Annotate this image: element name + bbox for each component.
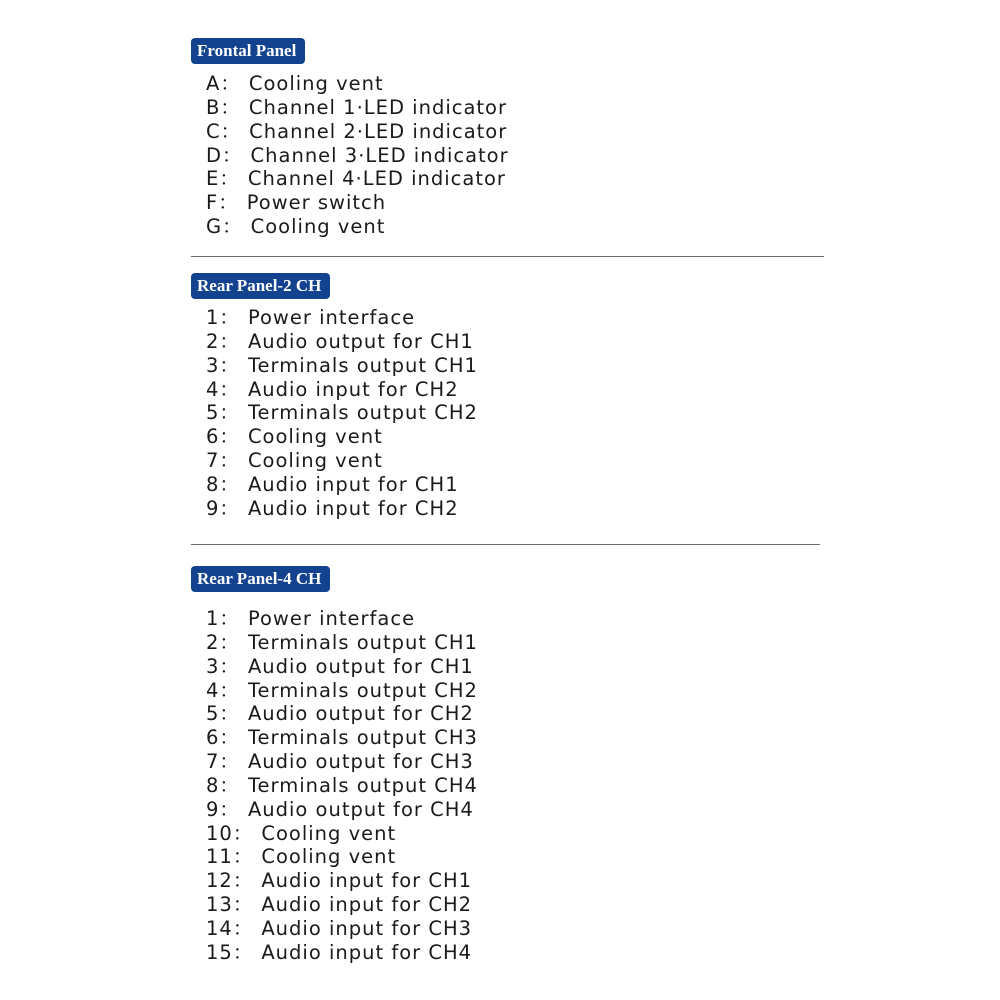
item-separator: ： <box>232 940 254 964</box>
item-separator: ： <box>219 654 240 678</box>
item-label: Power switch <box>246 191 387 215</box>
rear-panel-2ch-list <box>206 306 478 521</box>
item-label: Audio output for CH1 <box>247 654 474 678</box>
item-label: Audio output for CH2 <box>247 702 474 726</box>
item-separator: ： <box>219 750 240 774</box>
item-label: Terminals output CH1 <box>247 630 478 654</box>
item-key: 8 <box>206 472 220 496</box>
item-key: 8 <box>206 773 220 797</box>
item-key: 5 <box>206 702 220 726</box>
item-key: 12 <box>206 869 233 893</box>
item-separator: ： <box>219 449 240 473</box>
item-separator: ： <box>219 773 240 797</box>
item-label: Channel 3·LED indicator <box>250 143 509 167</box>
list-item <box>206 354 478 378</box>
list-item <box>206 893 478 917</box>
item-key: 3 <box>206 654 220 678</box>
list-item <box>206 215 509 239</box>
item-label: Audio input for CH2 <box>261 893 473 917</box>
item-label: Power interface <box>247 306 416 329</box>
item-label: Channel 4·LED indicator <box>247 167 506 191</box>
item-separator: ： <box>222 143 243 167</box>
item-separator: ： <box>219 306 240 329</box>
item-key: 9 <box>206 797 220 821</box>
item-label: Terminals output CH4 <box>247 773 478 797</box>
item-label: Audio input for CH2 <box>247 496 459 520</box>
item-separator: ： <box>219 425 240 449</box>
item-separator: ： <box>219 329 240 353</box>
item-key: D <box>206 143 223 167</box>
item-key: 10 <box>206 821 233 845</box>
item-key: 4 <box>206 678 220 702</box>
item-label: Cooling vent <box>261 821 397 845</box>
list-item <box>206 845 478 869</box>
item-key: C <box>206 119 221 143</box>
item-key: 9 <box>206 496 220 520</box>
item-key: 4 <box>206 377 220 401</box>
rear-panel-2ch-heading: Rear Panel-2 CH <box>191 273 330 299</box>
list-item <box>206 726 478 750</box>
list-item <box>206 425 478 449</box>
item-label: Terminals output CH2 <box>247 678 478 702</box>
item-label: Cooling vent <box>250 215 386 239</box>
rear-panel-4ch-heading: Rear Panel-4 CH <box>191 566 330 592</box>
item-label: Audio input for CH1 <box>261 869 473 893</box>
item-label: Audio output for CH4 <box>247 797 474 821</box>
item-label: Audio input for CH1 <box>247 472 459 496</box>
item-key: E <box>206 167 220 191</box>
list-item <box>206 191 509 215</box>
list-item <box>206 655 478 679</box>
item-label: Terminals output CH2 <box>247 401 478 425</box>
item-key: 6 <box>206 726 220 750</box>
list-item <box>206 869 478 893</box>
item-separator: ： <box>232 916 254 940</box>
list-item <box>206 679 478 703</box>
item-label: Channel 1·LED indicator <box>248 95 508 119</box>
item-separator: ： <box>219 167 240 191</box>
item-separator: ： <box>218 191 239 215</box>
item-separator: ： <box>232 893 254 917</box>
item-key: F <box>206 191 219 215</box>
item-key: 2 <box>206 630 220 654</box>
list-item <box>206 167 509 191</box>
list-item <box>206 702 478 726</box>
item-key: 6 <box>206 425 220 449</box>
item-key: 14 <box>206 916 233 940</box>
list-item <box>206 473 478 497</box>
list-item <box>206 941 478 965</box>
item-label: Audio input for CH4 <box>261 940 473 964</box>
item-label: Cooling vent <box>247 449 383 473</box>
item-label: Channel 2·LED indicator <box>249 119 508 143</box>
item-label: Audio input for CH2 <box>247 377 459 401</box>
item-label: Audio output for CH1 <box>247 329 474 353</box>
item-key: 11 <box>206 845 233 869</box>
item-key: 15 <box>206 940 233 964</box>
item-separator: ： <box>219 472 240 496</box>
list-item <box>206 96 509 120</box>
rear-panel-4ch-list <box>206 607 478 965</box>
item-label: Terminals output CH3 <box>247 726 478 750</box>
list-item <box>206 72 509 96</box>
item-key: G <box>206 215 223 239</box>
item-key: B <box>206 95 221 119</box>
item-separator: ： <box>220 72 241 95</box>
item-separator: ： <box>220 95 241 119</box>
item-key: 2 <box>206 329 220 353</box>
item-separator: ： <box>219 702 240 726</box>
section-divider <box>191 544 820 545</box>
list-item <box>206 330 478 354</box>
item-label: Cooling vent <box>261 845 397 869</box>
item-separator: ： <box>232 845 254 869</box>
list-item <box>206 822 478 846</box>
item-separator: ： <box>219 726 240 750</box>
item-key: 7 <box>206 750 220 774</box>
item-key: 1 <box>206 306 220 329</box>
list-item <box>206 401 478 425</box>
list-item <box>206 449 478 473</box>
item-label: Terminals output CH1 <box>247 353 478 377</box>
item-key: A <box>206 72 221 95</box>
list-item <box>206 607 478 631</box>
item-key: 1 <box>206 607 220 630</box>
list-item <box>206 917 478 941</box>
item-separator: ： <box>232 821 254 845</box>
item-separator: ： <box>219 797 240 821</box>
item-separator: ： <box>219 377 240 401</box>
frontal-panel-list <box>206 72 509 239</box>
list-item <box>206 750 478 774</box>
item-label: Audio input for CH3 <box>261 916 473 940</box>
item-separator: ： <box>220 119 242 143</box>
item-separator: ： <box>219 496 240 520</box>
item-key: 3 <box>206 353 220 377</box>
list-item <box>206 306 478 330</box>
item-separator: ： <box>219 401 240 425</box>
item-separator: ： <box>222 215 243 239</box>
list-item <box>206 798 478 822</box>
list-item <box>206 631 478 655</box>
item-separator: ： <box>219 353 240 377</box>
item-key: 13 <box>206 893 233 917</box>
list-item <box>206 144 509 168</box>
list-item <box>206 378 478 402</box>
frontal-panel-heading: Frontal Panel <box>191 38 305 64</box>
item-separator: ： <box>232 869 254 893</box>
item-separator: ： <box>219 630 240 654</box>
list-item <box>206 497 478 521</box>
list-item <box>206 120 509 144</box>
item-separator: ： <box>219 607 240 630</box>
item-label: Power interface <box>247 607 416 630</box>
item-label: Audio output for CH3 <box>247 750 474 774</box>
list-item <box>206 774 478 798</box>
item-key: 5 <box>206 401 220 425</box>
item-separator: ： <box>219 678 240 702</box>
item-label: Cooling vent <box>247 425 383 449</box>
item-key: 7 <box>206 449 220 473</box>
section-divider <box>191 256 824 257</box>
item-label: Cooling vent <box>248 72 384 95</box>
